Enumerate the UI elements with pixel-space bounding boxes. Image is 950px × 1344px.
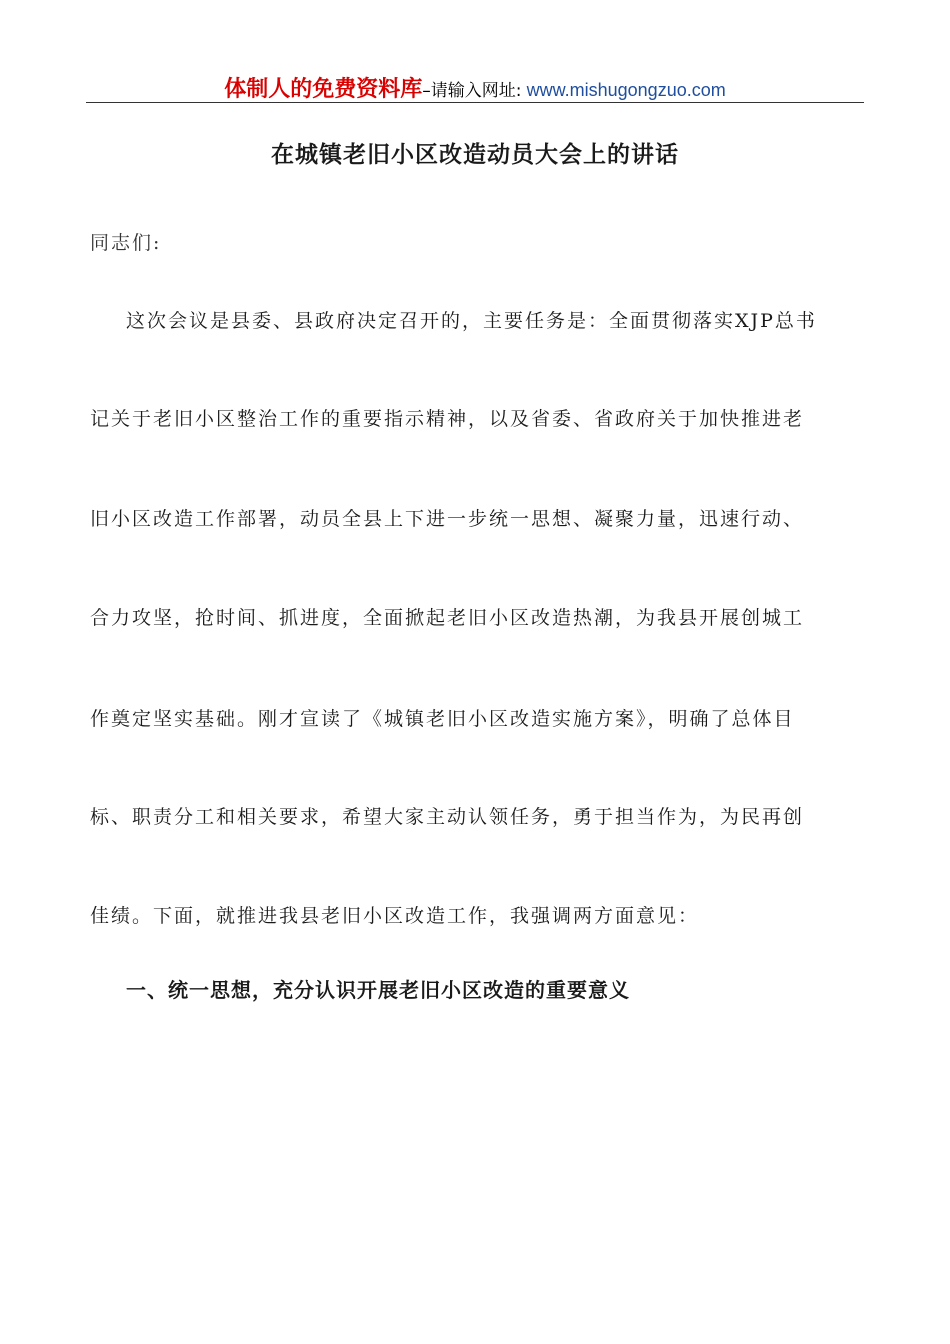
paragraph-line: 这次会议是县委、县政府决定召开的，主要任务是：全面贯彻落实XJP总书 (126, 310, 817, 332)
site-header (86, 72, 864, 103)
paragraph-line: 佳绩。下面，就推进我县老旧小区改造工作，我强调两方面意见： (90, 905, 700, 927)
paragraph-line: 标、职责分工和相关要求，希望大家主动认领任务，勇于担当作为，为民再创 (90, 806, 805, 828)
url-prompt: –请输入网址: (422, 81, 522, 101)
paragraph-line: 旧小区改造工作部署，动员全县上下进一步统一思想、凝聚力量，迅速行动、 (90, 508, 805, 530)
document-title: 在城镇老旧小区改造动员大会上的讲话 (271, 141, 679, 168)
site-url-link[interactable]: www.mishugongzuo.com (526, 80, 726, 100)
paragraph-line: 合力攻坚，抢时间、抓进度，全面掀起老旧小区改造热潮，为我县开展创城工 (90, 607, 805, 629)
brand-name: 体制人的免费资料库 (224, 77, 423, 102)
paragraph-line: 作奠定坚实基础。刚才宣读了《城镇老旧小区改造实施方案》，明确了总体目 (90, 708, 795, 730)
salutation: 同志们: (90, 232, 162, 254)
paragraph-line: 记关于老旧小区整治工作的重要指示精神，以及省委、省政府关于加快推进老 (90, 408, 805, 430)
section-heading: 一、统一思想，充分认识开展老旧小区改造的重要意义 (126, 978, 630, 1002)
